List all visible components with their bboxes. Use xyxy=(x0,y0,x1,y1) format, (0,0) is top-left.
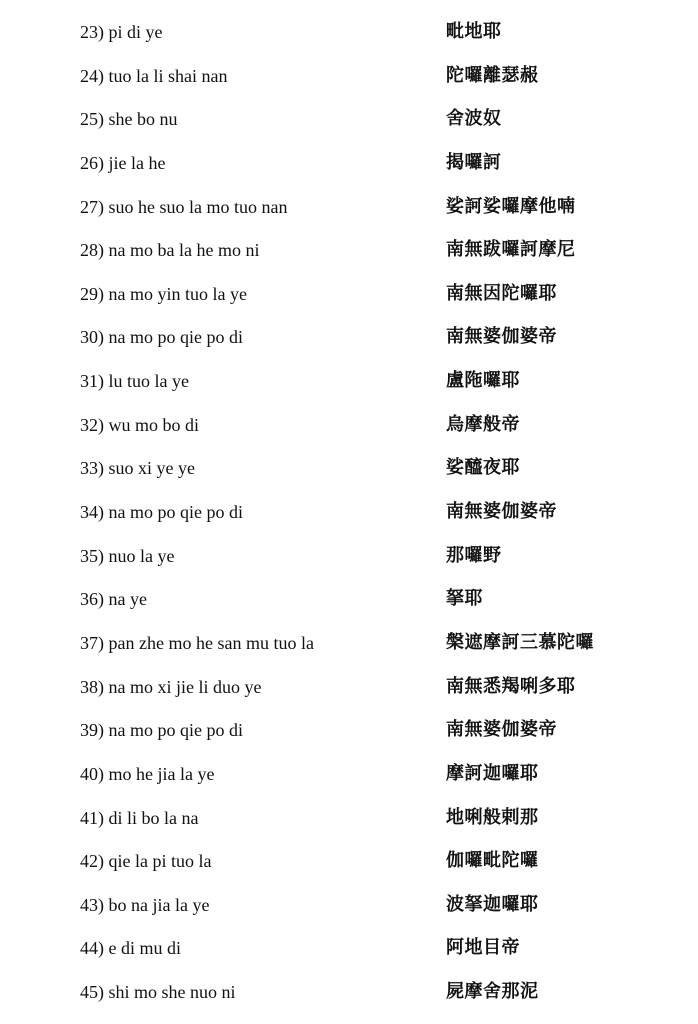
pinyin-text: 26) jie la he xyxy=(80,152,166,173)
mantra-line xyxy=(0,972,698,1016)
mantra-line xyxy=(0,579,698,623)
mantra-line xyxy=(0,274,698,318)
chinese-text: 南無跋囉訶摩尼 xyxy=(446,239,576,261)
mantra-line xyxy=(0,710,698,754)
pinyin-text: 23) pi di ye xyxy=(80,22,163,42)
pinyin-text: 40) mo he jia la ye xyxy=(80,763,215,784)
pinyin-text: 28) na mo ba la he mo ni xyxy=(80,240,260,261)
pinyin-text: 32) wu mo bo di xyxy=(80,414,199,435)
mantra-line xyxy=(0,536,698,580)
pinyin-text: 37) pan zhe mo he san mu tuo la xyxy=(80,632,314,653)
chinese-text: 盧陁囉耶 xyxy=(446,370,520,392)
pinyin-text: 42) qie la pi tuo la xyxy=(80,851,212,872)
chinese-text: 槃遮摩訶三慕陀囉 xyxy=(446,631,594,653)
chinese-text: 毗地耶 xyxy=(446,21,502,42)
pinyin-text: 44) e di mu di xyxy=(80,938,181,959)
mantra-line xyxy=(0,56,698,100)
pinyin-text: 33) suo xi ye ye xyxy=(80,458,195,479)
pinyin-text: 34) na mo po qie po di xyxy=(80,502,243,523)
chinese-text: 那囉野 xyxy=(446,544,502,566)
mantra-line xyxy=(0,187,698,231)
chinese-text: 南無婆伽婆帝 xyxy=(446,501,557,523)
mantra-line xyxy=(0,230,698,274)
chinese-text: 拏耶 xyxy=(446,588,483,610)
pinyin-text: 39) na mo po qie po di xyxy=(80,720,243,741)
chinese-text: 地唎般剌那 xyxy=(446,806,539,828)
pinyin-text: 35) nuo la ye xyxy=(80,545,175,566)
mantra-line xyxy=(0,667,698,711)
chinese-text: 南無因陀囉耶 xyxy=(446,282,557,304)
chinese-text: 陀囉離瑟赧 xyxy=(446,64,539,86)
mantra-line xyxy=(0,448,698,492)
chinese-text: 舍波奴 xyxy=(446,108,502,130)
mantra-line xyxy=(0,885,698,929)
chinese-text: 娑醯夜耶 xyxy=(446,457,520,479)
chinese-text: 阿地目帝 xyxy=(446,937,520,959)
mantra-line xyxy=(0,317,698,361)
mantra-line xyxy=(0,798,698,842)
chinese-text: 摩訶迦囉耶 xyxy=(446,762,539,784)
pinyin-text: 29) na mo yin tuo la ye xyxy=(80,283,247,304)
pinyin-text: 38) na mo xi jie li duo ye xyxy=(80,676,262,697)
chinese-text: 伽囉毗陀囉 xyxy=(446,850,539,872)
mantra-line xyxy=(0,841,698,885)
chinese-text: 烏摩般帝 xyxy=(446,413,520,435)
mantra-line xyxy=(0,492,698,536)
mantra-line xyxy=(0,12,698,56)
pinyin-text: 25) she bo nu xyxy=(80,109,178,130)
mantra-line xyxy=(0,361,698,405)
chinese-text: 南無婆伽婆帝 xyxy=(446,326,557,348)
pinyin-text: 43) bo na jia la ye xyxy=(80,894,210,915)
pinyin-text: 41) di li bo la na xyxy=(80,807,199,828)
chinese-text: 南無悉羯唎多耶 xyxy=(446,675,576,697)
chinese-text: 屍摩舍那泥 xyxy=(446,981,539,1003)
chinese-text: 娑訶娑囉摩他喃 xyxy=(446,195,576,217)
chinese-text: 揭囉訶 xyxy=(446,151,502,173)
mantra-lines xyxy=(0,12,698,1016)
pinyin-text: 27) suo he suo la mo tuo nan xyxy=(80,196,288,217)
pinyin-text: 45) shi mo she nuo ni xyxy=(80,982,236,1003)
mantra-line xyxy=(0,623,698,667)
mantra-line xyxy=(0,754,698,798)
mantra-line xyxy=(0,143,698,187)
pinyin-text: 24) tuo la li shai nan xyxy=(80,65,228,86)
mantra-line xyxy=(0,928,698,972)
mantra-line xyxy=(0,405,698,449)
chinese-text: 波拏迦囉耶 xyxy=(446,893,539,915)
pinyin-text: 31) lu tuo la ye xyxy=(80,371,189,392)
pinyin-text: 30) na mo po qie po di xyxy=(80,327,243,348)
chinese-text: 南無婆伽婆帝 xyxy=(446,719,557,741)
pinyin-text: 36) na ye xyxy=(80,589,147,610)
mantra-line xyxy=(0,99,698,143)
